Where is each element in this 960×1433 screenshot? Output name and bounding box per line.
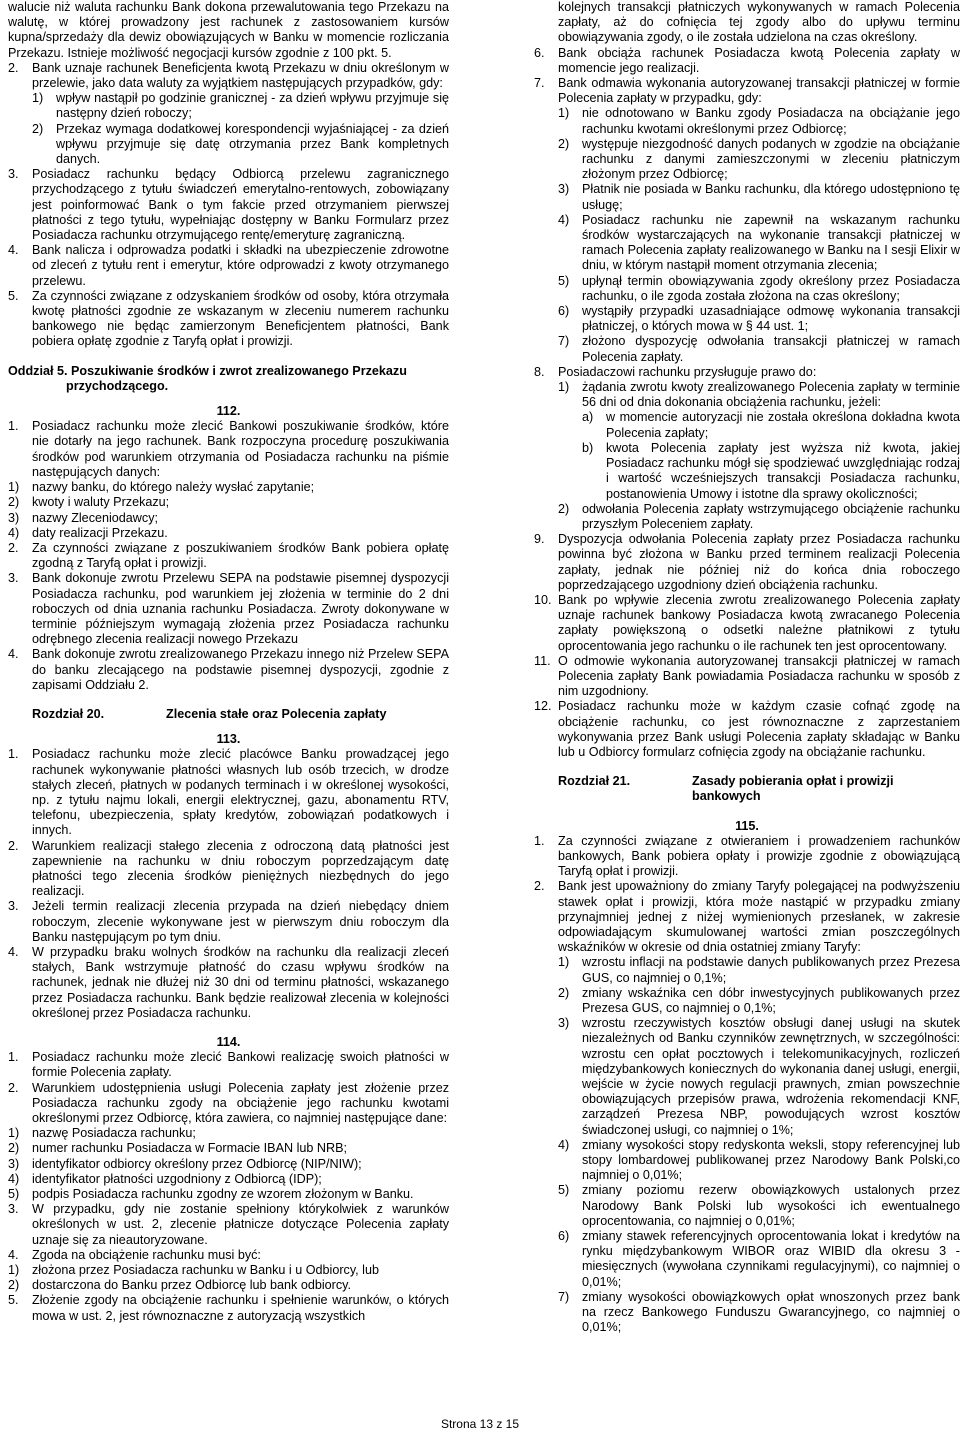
- list-item: [558, 1016, 960, 1138]
- item-number: 1): [8, 1263, 20, 1278]
- paragraph-number: 5.: [8, 1293, 19, 1308]
- item-number: 2): [558, 501, 570, 516]
- list-item: [32, 91, 449, 121]
- s113-paragraph-2: [8, 839, 449, 900]
- paragraph-number: 2.: [8, 540, 19, 555]
- s113-paragraph-1: [8, 747, 449, 838]
- item-number: 2): [32, 121, 44, 136]
- item-text: zmiany poziomu rezerw obowiązkowych ustalonych przez Narodowy Bank Polski lub wysokości ich ewentualnego oprocentowania, co najmniej o 0,01%;: [582, 1183, 960, 1228]
- paragraph-number: 11.: [534, 653, 551, 668]
- paragraph-6: [534, 46, 960, 76]
- s114-paragraph-2: [8, 1081, 449, 1127]
- list-item: [558, 334, 960, 364]
- item-number: 2): [8, 1141, 20, 1156]
- item-number: 4): [8, 525, 20, 540]
- item-number: 2): [558, 985, 570, 1000]
- paragraph-text: Posiadacz rachunku może zlecić Bankowi realizację swoich płatności w formie Polecenia zapłaty.: [32, 1050, 449, 1080]
- paragraph-number: 1.: [8, 747, 19, 762]
- paragraph-text: W przypadku, gdy nie zostanie spełniony którykolwiek z warunków określonych w ust. 2, zlecenie płatnicze dotyczące Polecenia zapłaty uznaje się za nieautoryzowane.: [32, 1202, 449, 1247]
- paragraph-number: 2.: [8, 60, 19, 75]
- s114-list: [8, 1126, 449, 1202]
- item-text: Przekaz wymaga dodatkowej korespondencji wyjaśniającej - za dzień wpływu przyjmuje się datę otrzymania przez Bank kompletnych danych.: [56, 121, 449, 167]
- paragraph-text: O odmowie wykonania autoryzowanej transakcji płatniczej w ramach Polecenia zapłaty Bank powiadamia Posiadacza rachunku w sposób z nim uzgodniony.: [558, 653, 960, 699]
- left-intro: walucie niż waluta rachunku Bank dokona przewalutowania tego Przekazu na walutę, w której prowadzony jest rachunek z zastosowaniem kursów kupna/sprzedaży dla dewiz obowiązujących w Banku w momencie rozliczania Przekazu. Istnieje możliwość negocjacji kursów zgodnie z 100 pkt. 5.: [8, 0, 449, 60]
- item-text: występuje niezgodność danych podanych w zgodzie na obciążanie rachunku z danymi zamieszczonymi w zleceniu płatniczym złożonym przez Odbiorcę;: [582, 136, 960, 182]
- list-item: [582, 410, 960, 440]
- paragraph-number: 12.: [534, 699, 552, 714]
- list-item: [558, 1183, 960, 1229]
- item-number: 3): [8, 1156, 20, 1171]
- paragraph-number: 1.: [8, 419, 19, 434]
- paragraph-7-list: [534, 106, 960, 364]
- paragraph-text: Posiadaczowi rachunku przysługuje prawo do:: [558, 364, 817, 379]
- chapter-title: Zasady pobierania opłat i prowizji bankowych: [692, 774, 894, 804]
- item-text: odwołania Polecenia zapłaty wstrzymującego obciążenie rachunku przyszłym Poleceniem zapłaty.: [582, 501, 960, 531]
- list-item: [8, 1126, 449, 1141]
- item-number: b): [582, 440, 594, 455]
- paragraph-number: 1.: [534, 833, 545, 848]
- paragraph-text: Dyspozycja odwołania Polecenia zapłaty przez Posiadacza rachunku powinna być złożona w Banku przed terminem realizacji Polecenia zapłaty, jednak nie później niż do końca dnia roboczego poprzedzającego uzgodniony dzień obciążenia rachunku.: [558, 532, 960, 592]
- paragraph-text: Bank nalicza i odprowadza podatki i składki na ubezpieczenie zdrowotne od zleceń z tytułu rent i emerytur, które odprowadzi z kwoty otrzymanego przelewu.: [32, 243, 449, 288]
- list-item: [558, 502, 960, 532]
- paragraph-2: [8, 61, 449, 91]
- item-text: nazwę Posiadacza rachunku;: [32, 1126, 196, 1141]
- item-text: wzrostu inflacji na podstawie danych publikowanych przez Prezesa GUS, co najmniej o 0,1%;: [582, 955, 960, 985]
- list-item: [8, 511, 449, 526]
- item-number: 1): [8, 480, 20, 495]
- paragraph-3: [8, 167, 449, 243]
- paragraph-text: Warunkiem realizacji stałego zlecenia z odroczoną datą płatności jest zapewnienie na rachunku w dniu roboczym poprzedzającym datę płatności tego zlecenia środków pieniężnych niezbędnych do jego realizacji.: [32, 838, 449, 899]
- list-item: [8, 1141, 449, 1156]
- item-number: 4): [558, 212, 570, 227]
- paragraph-2-list: [8, 91, 449, 167]
- item-number: 5): [558, 1183, 570, 1198]
- paragraph-number: 4.: [8, 647, 19, 662]
- paragraph-number: 10.: [534, 592, 552, 607]
- s114-consent-list: [8, 1263, 449, 1293]
- list-item: [558, 213, 960, 274]
- paragraph-8-list: [534, 380, 960, 532]
- item-number: 5): [558, 273, 570, 288]
- item-text: w momencie autoryzacji nie została określona dokładna kwota Polecenia zapłaty;: [606, 410, 960, 440]
- left-column: [8, 0, 449, 1324]
- paragraph-5: [8, 289, 449, 350]
- item-text: nazwy banku, do którego należy wysłać zapytanie;: [32, 480, 315, 495]
- item-number: 1): [558, 955, 570, 970]
- list-item: [8, 526, 449, 541]
- item-number: 5): [8, 1187, 20, 1202]
- paragraph-number: 3.: [8, 167, 19, 182]
- list-item: [558, 137, 960, 183]
- item-text: identyfikator płatności uzgodniony z Odbiorcą (IDP);: [32, 1171, 322, 1186]
- list-item: [558, 1138, 960, 1184]
- chapter-title: Zlecenia stałe oraz Polecenia zapłaty: [166, 706, 387, 721]
- list-item: [558, 986, 960, 1016]
- s112-list: [8, 480, 449, 541]
- s114-paragraph-3: [8, 1202, 449, 1248]
- paragraph-number: 6.: [534, 45, 545, 60]
- s112-paragraph-1: [8, 419, 449, 480]
- list-item: [8, 1278, 449, 1293]
- list-item: [8, 495, 449, 510]
- list-item: [8, 480, 449, 495]
- section-number: 112.: [216, 404, 241, 419]
- paragraph-text: Bank dokonuje zwrotu Przelewu SEPA na podstawie pisemnej dyspozycji Posiadacza rachunku, pod warunkiem jej złożenia w terminie do 2 dni roboczych od dnia uznania rachunku Posiadacza. Zwroty dokonywane w terminie późniejszym wymagają złożenia przez Posiadacza rachunku odrębnego zlecenia realizacji nowego Przekazu: [32, 571, 449, 647]
- item-number: 7): [558, 334, 570, 349]
- list-item: [8, 1263, 449, 1278]
- item-text: kwoty i waluty Przekazu;: [32, 495, 170, 510]
- section-number: 113.: [216, 732, 241, 747]
- list-item: [558, 1290, 960, 1336]
- item-text: żądania zwrotu kwoty zrealizowanego Polecenia zapłaty w terminie 56 dni od dnia dokonania obciążenia rachunku, jeżeli:: [582, 380, 960, 410]
- paragraph-text: Za czynności związane z otwieraniem i prowadzeniem rachunków bankowych, Bank pobiera opłaty i prowizje zgodnie z obowiązującą Taryfą opłat i prowizji.: [558, 833, 960, 879]
- paragraph-10: [534, 593, 960, 654]
- paragraph-11: [534, 654, 960, 700]
- list-item: [8, 1157, 449, 1172]
- s114-paragraph-1: [8, 1050, 449, 1080]
- paragraph-text: Posiadacz rachunku może w każdym czasie cofnąć zgodę na obciążenie rachunku, co jest równoznaczne z zaprzestaniem wykonywania przez Bank usługi Polecenia zapłaty składając w Banku lub u Odbiorcy formularz cofnięcia zgody na obciążanie rachunku.: [558, 699, 960, 759]
- chapter-number: Rozdział 20.: [32, 706, 105, 721]
- item-number: 1): [558, 106, 570, 121]
- s112-paragraph-3: [8, 571, 449, 647]
- list-item: [558, 274, 960, 304]
- list-item: [558, 955, 960, 985]
- item-number: 1): [8, 1126, 20, 1141]
- item-text: dostarczona do Banku przez Odbiorcę lub bank odbiorcy.: [32, 1278, 351, 1293]
- item-text: wzrostu rzeczywistych kosztów obsługi danej usługi na skutek niezależnych od Banku czynników zewnętrznych, w szczególności: wzrostu cen opłat pocztowych i telekomunikacyjnych, rozliczeń międzybankowych koniecznych do wykonania danej usługi, energii, wejście w życie nowych regulacji prawnych, zmian powszechnie obowiązujących przepisów prawa, wdrożenia rekomendacji KNF, zarządzeń Prezesa NBP, powodujących wzrost kosztów świadczonej usługi, co najmniej o 1%;: [582, 1016, 960, 1137]
- item-number: 1): [558, 380, 570, 395]
- item-text: upłynął termin obowiązywania zgody określony przez Posiadacza rachunku, o ile zgoda została złożona na czas określony;: [582, 273, 960, 303]
- list-item: [558, 304, 960, 334]
- paragraph-text: Bank po wpływie zlecenia zwrotu zrealizowanego Polecenia zapłaty uznaje rachunek bankowy Posiadacza kwotą zwracanego Polecenia zapłaty powiększoną o odsetki należne płatnikowi z tytułu oprocentowania jego rachunku o ile rachunek ten jest oprocentowany.: [558, 592, 960, 653]
- paragraph-8: [534, 365, 960, 380]
- item-text: nazwy Zleceniodawcy;: [32, 510, 158, 525]
- paragraph-text: Bank obciąża rachunek Posiadacza kwotą Polecenia zapłaty w momencie jego realizacji.: [558, 45, 960, 75]
- paragraph-text: Jeżeli termin realizacji zlecenia przypada na dzień niebędący dniem roboczym, zlecenie wykonywane jest w pierwszym dniu roboczym dla Banku następującym po tym dniu.: [32, 899, 449, 944]
- item-number: 6): [558, 1229, 570, 1244]
- paragraph-text: Za czynności związane z odzyskaniem środków od osoby, która otrzymała kwotę płatności zgodnie ze wskazanym w zleceniu numerem rachunku bankowego nie będąc zamierzonym Beneficjentem płatności, Bank pobiera opłatę zgodnie z Taryfą opłat i prowizji.: [32, 288, 449, 349]
- paragraph-number: 4.: [8, 944, 19, 959]
- chapter-heading: [8, 707, 449, 722]
- item-text: wystąpiły przypadki uzasadniające odmowę wykonania transakcji płatniczej, o których mowa w § 44 ust. 1;: [582, 304, 960, 334]
- item-number: a): [582, 410, 594, 425]
- list-item: [32, 122, 449, 168]
- item-text: identyfikator odbiorcy określony przez Odbiorcę (NIP/NIW);: [32, 1156, 362, 1171]
- item-number: 6): [558, 304, 570, 319]
- s115-paragraph-1: [534, 834, 960, 880]
- item-text: zmiany wysokości obowiązkowych opłat wnoszonych przez bank na rzecz Bankowego Funduszu Gwarancyjnego, co najmniej o 0,01%;: [582, 1289, 960, 1335]
- list-item: [558, 182, 960, 212]
- paragraph-7: [534, 76, 960, 106]
- list-item: [558, 380, 960, 410]
- s114-paragraph-4: [8, 1248, 449, 1263]
- item-number: 3): [558, 182, 570, 197]
- paragraph-number: 5.: [8, 288, 19, 303]
- paragraph-text: Warunkiem udostępnienia usługi Polecenia zapłaty jest złożenie przez Posiadacza rachunku zgody na obciążenie jego rachunku kwotami określonymi przez Odbiorcę, która zawiera, co najmniej następujące dane:: [32, 1080, 449, 1126]
- list-item: [582, 441, 960, 502]
- list-item: [8, 1187, 449, 1202]
- item-number: 3): [8, 510, 20, 525]
- paragraph-number: 8.: [534, 364, 545, 379]
- item-number: 2): [558, 136, 570, 151]
- item-number: 1): [32, 91, 44, 106]
- paragraph-text: Bank dokonuje zwrotu zrealizowanego Przekazu innego niż Przelew SEPA do banku zlecającego na podstawie pisemnej dyspozycji, zgodnie z zapisami Oddziału 2.: [32, 647, 449, 692]
- chapter-number: Rozdział 21.: [558, 774, 631, 789]
- paragraph-9: [534, 532, 960, 593]
- item-number: 3): [558, 1016, 570, 1031]
- right-column: [534, 0, 960, 1335]
- paragraph-text: W przypadku braku wolnych środków na rachunku dla realizacji zleceń stałych, Bank wstrzymuje płatność do czasu wpływu środków na rachunek, jednak nie dłużej niż 30 dni od terminu płatności, wskazanego przez Posiadacza rachunku. Bank będzie realizował zlecenia w kolejności określonej przez Posiadacza rachunku.: [32, 944, 449, 1020]
- item-text: wpływ nastąpił po godzinie granicznej - za dzień wpływu przyjmuje się następny dzień roboczy;: [56, 91, 449, 121]
- paragraph-4: [8, 243, 449, 289]
- paragraph-number: 3.: [8, 571, 19, 586]
- paragraph-number: 9.: [534, 532, 545, 547]
- s113-paragraph-3: [8, 899, 449, 945]
- item-text: zmiany stawek referencyjnych oprocentowania lokat i kredytów na rynku międzybankowym WIBOR oraz WIBID dla okresu 3 - miesięcznych (wywołana czynnikami regulacyjnymi), co najmniej o 0,01%;: [582, 1229, 960, 1289]
- item-text: kwota Polecenia zapłaty jest wyższa niż kwota, jakiej Posiadacz rachunku mógł się spodziewać uwzględniając rodzaj i wartość wcześniejszych transakcji Posiadacza rachunku, postanowienia Umowy i istotne dla sprawy okoliczności;: [606, 440, 960, 501]
- paragraph-number: 4.: [8, 1247, 19, 1262]
- item-number: 2): [8, 495, 20, 510]
- list-item: [558, 106, 960, 136]
- paragraph-8-sublist: [558, 410, 960, 501]
- chapter-heading: [534, 774, 960, 804]
- item-text: daty realizacji Przekazu.: [32, 525, 168, 540]
- paragraph-number: 3.: [8, 1202, 19, 1217]
- paragraph-number: 7.: [534, 76, 545, 91]
- item-text: złożono dyspozycję odwołania transakcji płatniczej w ramach Polecenia zapłaty.: [582, 334, 960, 364]
- paragraph-text: Bank jest upoważniony do zmiany Taryfy polegającej na podwyższeniu stawek opłat i prowizji, która może nastąpić w przypadku zmiany przynajmniej jednej z niżej wymienionych przesłanek, w zakresie odpowiadającym skumulowanej wartości zmian poszczególnych wskaźników w okresie od dnia ostatniej zmiany Taryfy:: [558, 879, 960, 955]
- item-text: Płatnik nie posiada w Banku rachunku, dla którego udostępniono tę usługę;: [582, 182, 960, 212]
- item-text: złożona przez Posiadacza rachunku w Banku i u Odbiorcy, lub: [32, 1263, 379, 1278]
- paragraph-number: 2.: [8, 1080, 19, 1095]
- s114-paragraph-5: [8, 1293, 449, 1323]
- s112-paragraph-2: [8, 541, 449, 571]
- right-intro: kolejnych transakcji płatniczych wykonywanych w ramach Polecenia zapłaty, aż do cofnięcia tej zgody albo do upływu terminu obowiązywania zgody, o ile została udzielona na czas określony.: [558, 0, 960, 45]
- paragraph-12: [534, 699, 960, 760]
- item-text: zmiany wskaźnika cen dóbr inwestycyjnych publikowanych przez Prezesa GUS, co najmniej o 0,1%;: [582, 985, 960, 1015]
- item-number: 4): [8, 1171, 20, 1186]
- section-heading: Oddział 5. Poszukiwanie środków i zwrot zrealizowanego Przekazu: [8, 363, 407, 378]
- paragraph-text: Bank odmawia wykonania autoryzowanej transakcji płatniczej w formie Polecenia zapłaty w przypadku, gdy:: [558, 76, 960, 106]
- section-heading-continuation: przychodzącego.: [66, 378, 169, 393]
- paragraph-text: Posiadacz rachunku może zlecić placówce Banku prowadzącej jego rachunek wykonywanie płatności własnych lub osób trzecich, w drodze stałych zleceń, płatnych w podanych terminach i w określonej wysokości, np. z tytułu najmu lokali, energii elektrycznej, gazu, abonamentu RTV, telefonu, ubezpieczenia, spłaty kredytów, zobowiązań podatkowych i innych.: [32, 747, 449, 838]
- list-item: [558, 1229, 960, 1290]
- paragraph-number: 2.: [8, 838, 19, 853]
- s113-paragraph-4: [8, 945, 449, 1021]
- section-number: 114.: [216, 1035, 241, 1049]
- paragraph-number: 2.: [534, 879, 545, 894]
- section-number: 115.: [735, 818, 759, 833]
- paragraph-text: Bank uznaje rachunek Beneficjenta kwotą Przekazu w dniu określonym w przelewie, jako data waluty za wyjątkiem następujących przypadków, gdy:: [32, 60, 449, 91]
- list-item: [8, 1172, 449, 1187]
- paragraph-number: 3.: [8, 899, 19, 914]
- s112-paragraph-4: [8, 647, 449, 693]
- item-number: 4): [558, 1137, 570, 1152]
- item-text: numer rachunku Posiadacza w Formacie IBAN lub NRB;: [32, 1141, 347, 1156]
- s115-paragraph-2: [534, 879, 960, 955]
- paragraph-text: Złożenie zgody na obciążenie rachunku i spełnienie warunków, o których mowa w ust. 2, jest równoznaczne z autoryzacją wszystkich: [32, 1293, 449, 1323]
- paragraph-number: 4.: [8, 243, 19, 258]
- paragraph-text: Zgoda na obciążenie rachunku musi być:: [32, 1247, 261, 1262]
- paragraph-text: Posiadacz rachunku będący Odbiorcą przelewu zagranicznego przychodzącego z tytułu świadczeń emerytalno-rentowych, zobowiązany jest poinformować Bank o tym fakcie przed otrzymaniem pierwszej płatności z tego tytułu, wypełniając dostępny w Banku Formularz przez Posiadacza rachunku otrzymującego rentę/emeryturę zagraniczną.: [32, 167, 449, 243]
- s115-list: [534, 955, 960, 1335]
- paragraph-text: Posiadacz rachunku może zlecić Bankowi poszukiwanie środków, które nie dotarły na jego rachunek. Bank rozpoczyna procedurę poszukiwania środków pod warunkiem otrzymania od Posiadacza rachunku na piśmie następujących danych:: [32, 419, 449, 479]
- item-text: zmiany wysokości stopy redyskonta weksli, stopy referencyjnej lub stopy lombardowej publikowanej przez Narodowy Bank Polski,co najmniej o 0,01%;: [582, 1137, 960, 1183]
- item-text: Posiadacz rachunku nie zapewnił na wskazanym rachunku środków wystarczających na wykonanie transakcji płatniczej w ramach Polecenia zapłaty realizowanego w Banku na I sesji Elixir w dniu, w którym nastąpił moment otrzymania zlecenia;: [582, 212, 960, 273]
- item-number: 7): [558, 1289, 570, 1304]
- item-text: podpis Posiadacza rachunku zgodny ze wzorem złożonym w Banku.: [32, 1187, 414, 1202]
- page-number: Strona 13 z 15: [440, 1417, 520, 1431]
- right-intro-wrap: [534, 0, 960, 46]
- item-number: 2): [8, 1278, 20, 1293]
- item-text: nie odnotowano w Banku zgody Posiadacza na obciążanie jego rachunku kwotami określonymi przez Odbiorcę;: [582, 106, 960, 136]
- paragraph-text: Za czynności związane z poszukiwaniem środków Bank pobiera opłatę zgodną z Taryfą opłat i prowizji.: [32, 540, 449, 571]
- paragraph-number: 1.: [8, 1050, 19, 1065]
